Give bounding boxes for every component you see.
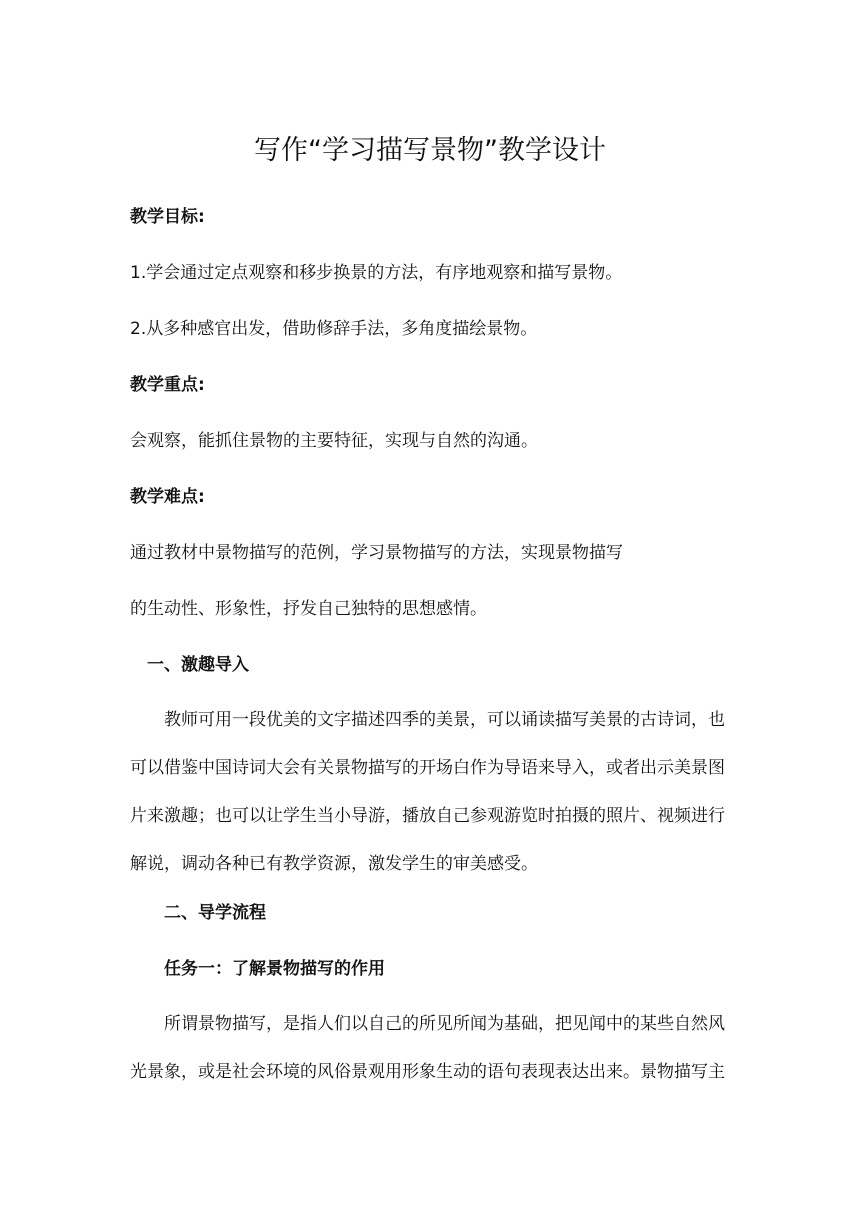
difficulty-text-line-1: 通过教材中景物描写的范例，学习景物描写的方法，实现景物描写 — [130, 543, 623, 563]
task-1-line: 所谓景物描写，是指人们以自己的所见所闻为基础，把见闻中的某些自然风 — [164, 1014, 725, 1034]
section-1-heading: 一、激趣导入 — [147, 655, 249, 675]
task-1-line: 光景象，或是社会环境的风俗景观用形象生动的语句表现表达出来。景物描写主 — [130, 1062, 725, 1082]
section-2-heading: 二、导学流程 — [164, 903, 266, 923]
section-1-line: 教师可用一段优美的文字描述四季的美景，可以诵读描写美景的古诗词，也 — [164, 710, 725, 730]
task-1-heading: 任务一：了解景物描写的作用 — [164, 959, 385, 979]
difficulty-heading: 教学难点: — [130, 487, 205, 507]
section-1-line: 片来激趣；也可以让学生当小导游，播放自己参观游览时拍摄的照片、视频进行 — [130, 806, 725, 826]
focus-text: 会观察，能抓住景物的主要特征，实现与自然的沟通。 — [130, 431, 538, 451]
document-title: 写作“学习描写景物”教学设计 — [254, 135, 606, 166]
goal-item-2: 2.从多种感官出发，借助修辞手法，多角度描绘景物。 — [130, 319, 538, 339]
difficulty-text-line-2: 的生动性、形象性，抒发自己独特的思想感情。 — [130, 599, 487, 619]
goals-heading: 教学目标: — [130, 207, 205, 227]
section-1-line: 可以借鉴中国诗词大会有关景物描写的开场白作为导语来导入，或者出示美景图 — [130, 758, 725, 778]
section-1-line: 解说，调动各种已有教学资源，激发学生的审美感受。 — [130, 854, 538, 874]
goal-item-1: 1.学会通过定点观察和移步换景的方法，有序地观察和描写景物。 — [130, 263, 623, 283]
focus-heading: 教学重点: — [130, 375, 205, 395]
